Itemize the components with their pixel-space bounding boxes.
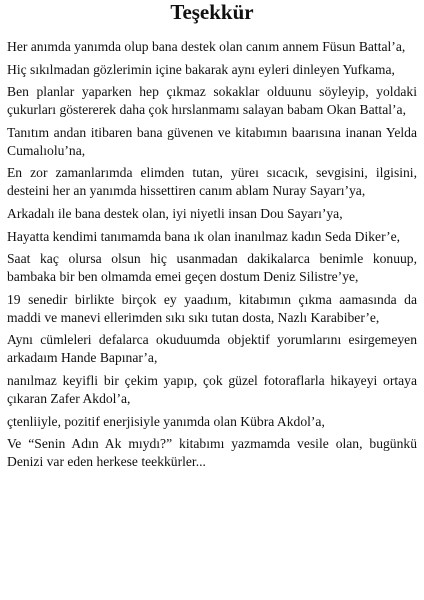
acknowledgement-paragraph: Tanıtım andan itibaren bana güvenen ve kitabımın baarısına inanan Yelda Cumalıolu’na, — [7, 124, 417, 158]
acknowledgement-paragraph: Her anımda yanımda olup bana destek olan canım annem Füsun Battal’a, — [7, 39, 406, 54]
acknowledgement-paragraph: 19 senedir birlikte birçok ey yaadıım, kitabımın çıkma aamasında da maddi ve manevi ellerimden sıkı sıkı tutan dosta, Nazlı Karabiber’e, — [7, 291, 417, 325]
acknowledgement-paragraph: Hayatta kendimi tanımamda bana ık olan inanılmaz kadın Seda Diker’e, — [7, 228, 401, 244]
acknowledgement-paragraph: çtenliiyle, pozitif enerjisiyle yanımda olan Kübra Akdol’a, — [7, 413, 325, 429]
acknowledgement-paragraph: Aynı cümleleri defalarca okuduumda objektif yorumlarını esirgemeyen arkadaım Hande Bapınar’a, — [7, 332, 417, 366]
acknowledgement-paragraph: En zor zamanlarımda elimden tutan, yüreı sıcacık, sevgisini, ilgisini, desteini her an yanımda hissettiren canım ablam Nuray Sayarı’ya, — [7, 165, 417, 199]
acknowledgement-list — [7, 38, 417, 471]
acknowledgement-paragraph: Saat kaç olursa olsun hiç usanmadan dakikalarca benimle konuup, bambaka bir ben olmamda emei geçen dostum Deniz Silistre’ye, — [7, 251, 417, 285]
acknowledgement-paragraph: nanılmaz keyifli bir çekim yapıp, çok güzel fotoraflarla hikayeyi ortaya çıkaran Zafer Akdol’a, — [7, 372, 417, 406]
acknowledgement-paragraph: Ben planlar yaparken hep çıkmaz sokaklar olduunu söyleyip, yoldaki çukurları göstererek daha çok hırslanmamı salayan babam Okan Battal’a, — [7, 84, 417, 118]
acknowledgement-paragraph: Hiç sıkılmadan gözlerimin içine bakarak aynı eyleri dinleyen Yufkama, — [7, 61, 395, 77]
page-title: Teşekkür — [170, 0, 254, 24]
acknowledgement-paragraph: Arkadalı ile bana destek olan, iyi niyetli insan Dou Sayarı’ya, — [7, 205, 343, 221]
acknowledgement-paragraph: Ve “Senin Adın Ak mıydı?” kitabımı yazmamda vesile olan, bugünkü Denizi var eden herkese teekkürler... — [7, 436, 417, 470]
